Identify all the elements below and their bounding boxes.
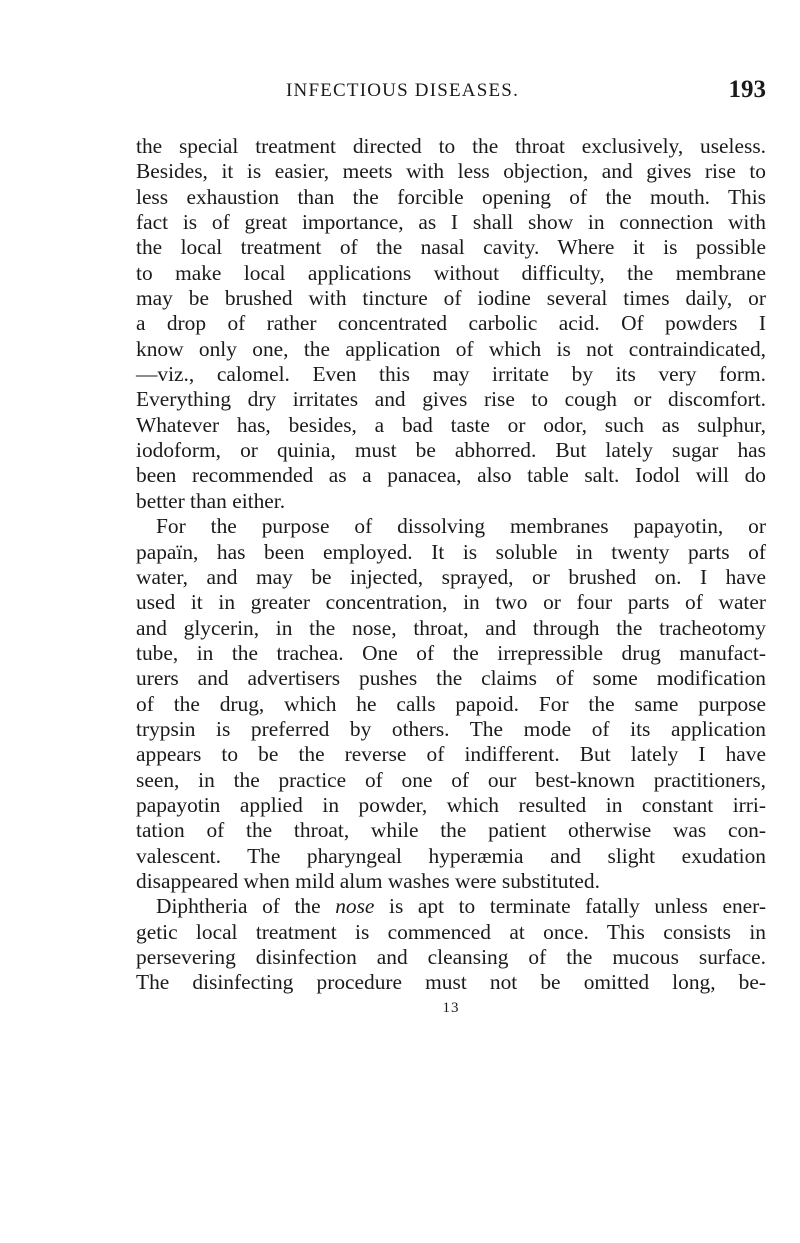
- text-line: disappeared when mild alum washes were substituted.: [136, 868, 600, 893]
- text-line: getic local treatment is commenced at once. This consists in: [136, 919, 766, 944]
- text-line: of the drug, which he calls papoid. For the same purpose: [136, 691, 766, 716]
- signature-mark: 13: [442, 999, 460, 1016]
- text-line: the special treatment directed to the throat exclusively, useless.: [136, 134, 766, 158]
- word-nose-italic: nose: [335, 894, 375, 919]
- text-line: used it in greater concentration, in two or four parts of water: [136, 590, 766, 615]
- text-line: trypsin is preferred by others. The mode of its application: [136, 716, 766, 741]
- text-fragment: is apt to terminate fatally unless ener-: [389, 894, 766, 919]
- text-line: the local treatment of the nasal cavity. Where it is possible: [136, 235, 766, 260]
- text-line: may be brushed with tincture of iodine several times daily, or: [136, 286, 766, 311]
- running-title: INFECTIOUS DISEASES.: [286, 80, 520, 101]
- text-line: appears to be the reverse of indifferent. But lately I have: [136, 742, 766, 767]
- text-fragment: of the: [262, 894, 321, 919]
- text-line: —viz., calomel. Even this may irritate by its very form.: [136, 362, 766, 387]
- text-line: to make local applications without difficulty, the membrane: [136, 260, 766, 285]
- text-line: know only one, the application of which is not contraindicated,: [136, 336, 766, 361]
- text-line: less exhaustion than the forcible opening of the mouth. This: [136, 184, 766, 209]
- text-line: urers and advertisers pushes the claims of some modification: [136, 666, 766, 691]
- text-line-mixed: [136, 894, 766, 919]
- text-line: been recommended as a panacea, also table salt. Iodol will do: [136, 463, 766, 488]
- text-line: The disinfecting procedure must not be omitted long, be-: [136, 970, 766, 995]
- text-line: iodoform, or quinia, must be abhorred. But lately sugar has: [136, 438, 766, 463]
- text-line: fact is of great importance, as I shall show in connection with: [136, 210, 766, 235]
- text-line: tation of the throat, while the patient otherwise was con-: [136, 818, 766, 843]
- text-line: better than either.: [136, 488, 286, 513]
- text-line: papaïn, has been employed. It is soluble in twenty parts of: [136, 539, 766, 564]
- text-line: water, and may be injected, sprayed, or brushed on. I have: [136, 564, 766, 589]
- text-line: persevering disinfection and cleansing of the mucous surface.: [136, 945, 766, 969]
- text-line: a drop of rather concentrated carbolic acid. Of powders I: [136, 311, 766, 336]
- text-line: seen, in the practice of one of our best-known practitioners,: [136, 767, 766, 792]
- text-line: Whatever has, besides, a bad taste or odor, such as sulphur,: [136, 412, 766, 437]
- text-line: Everything dry irritates and gives rise to cough or discomfort.: [136, 387, 766, 412]
- word-diphtheria: Diphtheria: [156, 894, 248, 919]
- body-text: [136, 134, 766, 1021]
- running-head: [136, 76, 766, 110]
- text-line: tube, in the trachea. One of the irrepressible drug manufact-: [136, 640, 766, 665]
- text-line: For the purpose of dissolving membranes papayotin, or: [156, 514, 766, 539]
- page-number: 193: [728, 76, 766, 103]
- text-line: valescent. The pharyngeal hyperæmia and slight exudation: [136, 843, 766, 868]
- text-line: papayotin applied in powder, which resulted in constant irri-: [136, 792, 766, 817]
- text-line: Besides, it is easier, meets with less objection, and gives rise to: [136, 159, 766, 184]
- text-line: and glycerin, in the nose, throat, and through the tracheotomy: [136, 615, 766, 640]
